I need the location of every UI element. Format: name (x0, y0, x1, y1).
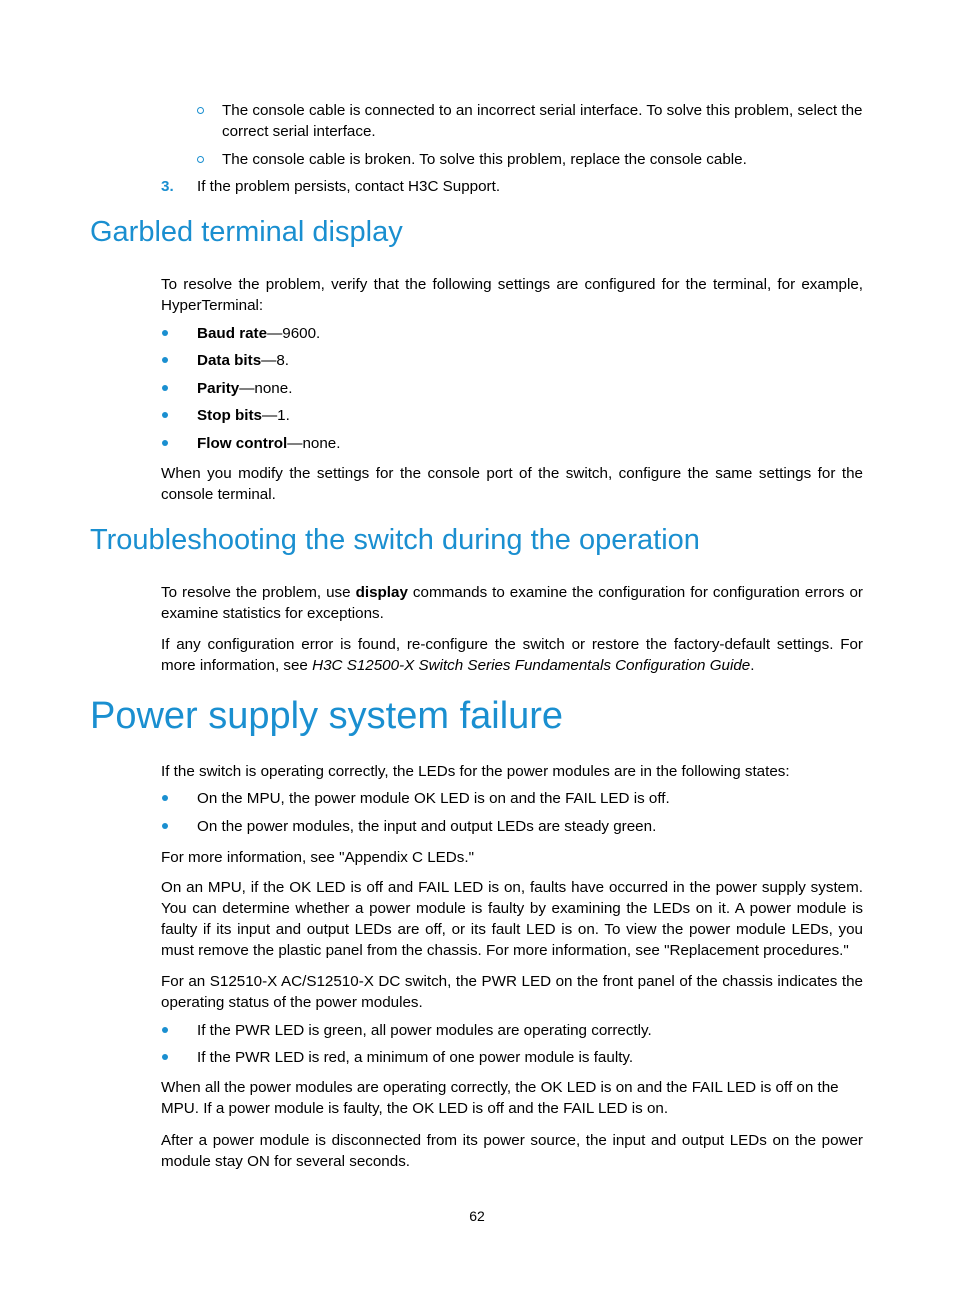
bullet-icon (162, 440, 168, 446)
guide-title: H3C S12500-X Switch Series Fundamentals Configuration Guide (312, 657, 751, 674)
sub-list-item: The console cable is connected to an incorrect serial interface. To solve this problem, select the correct serial interface. (222, 102, 863, 140)
bullet-icon (162, 795, 168, 801)
setting-item: Parity—none. (197, 380, 293, 397)
led-state-item: On the MPU, the power module OK LED is on and the FAIL LED is off. (197, 790, 670, 807)
page-number: 62 (469, 1208, 485, 1224)
power-mpu-paragraph: On an MPU, if the OK LED is off and FAIL LED is on, faults have occurred in the power supply system. You can determine whether a power module is faulty by examining the LEDs on it. A power module is faulty if its input and output LEDs are off, or its fault LED is on. To view the power module LEDs, you must remove the plastic panel from the chassis. For more information, see "Replacement procedures." (161, 879, 863, 959)
setting-item: Data bits—8. (197, 352, 289, 369)
section-heading-troubleshooting: Troubleshooting the switch during the operation (90, 524, 700, 556)
troubleshooting-p1: To resolve the problem, use display commands to examine the configuration for configuration errors or examine statistics for exceptions. (161, 584, 863, 622)
bullet-icon (162, 357, 168, 363)
bullet-icon (162, 1054, 168, 1060)
sub-bullet-icon (197, 107, 204, 114)
power-intro: If the switch is operating correctly, the LEDs for the power modules are in the following states: (161, 763, 790, 780)
power-ok-fail: When all the power modules are operating correctly, the OK LED is on and the FAIL LED is off on the MPU. If a power module is faulty, the OK LED is off and the FAIL LED is on. (161, 1079, 839, 1117)
sub-bullet-icon (197, 156, 204, 163)
setting-item: Stop bits—1. (197, 407, 290, 424)
pwr-state-item: If the PWR LED is red, a minimum of one power module is faulty. (197, 1049, 634, 1066)
step-number: 3. (161, 178, 174, 195)
pwr-state-item: If the PWR LED is green, all power modules are operating correctly. (197, 1022, 652, 1039)
bullet-icon (162, 823, 168, 829)
section-heading-garbled: Garbled terminal display (90, 216, 403, 248)
setting-item: Baud rate—9600. (197, 325, 321, 342)
step-text: If the problem persists, contact H3C Support. (197, 178, 501, 195)
bullet-icon (162, 1027, 168, 1033)
setting-item: Flow control—none. (197, 435, 341, 452)
sub-list-item: The console cable is broken. To solve this problem, replace the console cable. (222, 151, 747, 168)
bullet-icon (162, 412, 168, 418)
bullet-icon (162, 330, 168, 336)
garbled-closing: When you modify the settings for the console port of the switch, configure the same settings for the console terminal. (161, 465, 863, 503)
bullet-icon (162, 385, 168, 391)
chapter-heading-power: Power supply system failure (90, 695, 564, 737)
troubleshooting-p2: If any configuration error is found, re-configure the switch or restore the factory-default settings. For more information, see H3C S12500-X Switch Series Fundamentals Configuration Guide. (161, 636, 863, 674)
power-pwr-intro: For an S12510-X AC/S12510-X DC switch, the PWR LED on the front panel of the chassis indicates the operating status of the power modules. (161, 973, 863, 1011)
led-state-item: On the power modules, the input and output LEDs are steady green. (197, 818, 657, 835)
power-disconnect: After a power module is disconnected from its power source, the input and output LEDs on the power module stay ON for several seconds. (161, 1132, 863, 1170)
garbled-intro: To resolve the problem, verify that the following settings are configured for the terminal, for example, HyperTerminal: (161, 276, 863, 314)
power-more-info: For more information, see "Appendix C LEDs." (161, 849, 474, 866)
